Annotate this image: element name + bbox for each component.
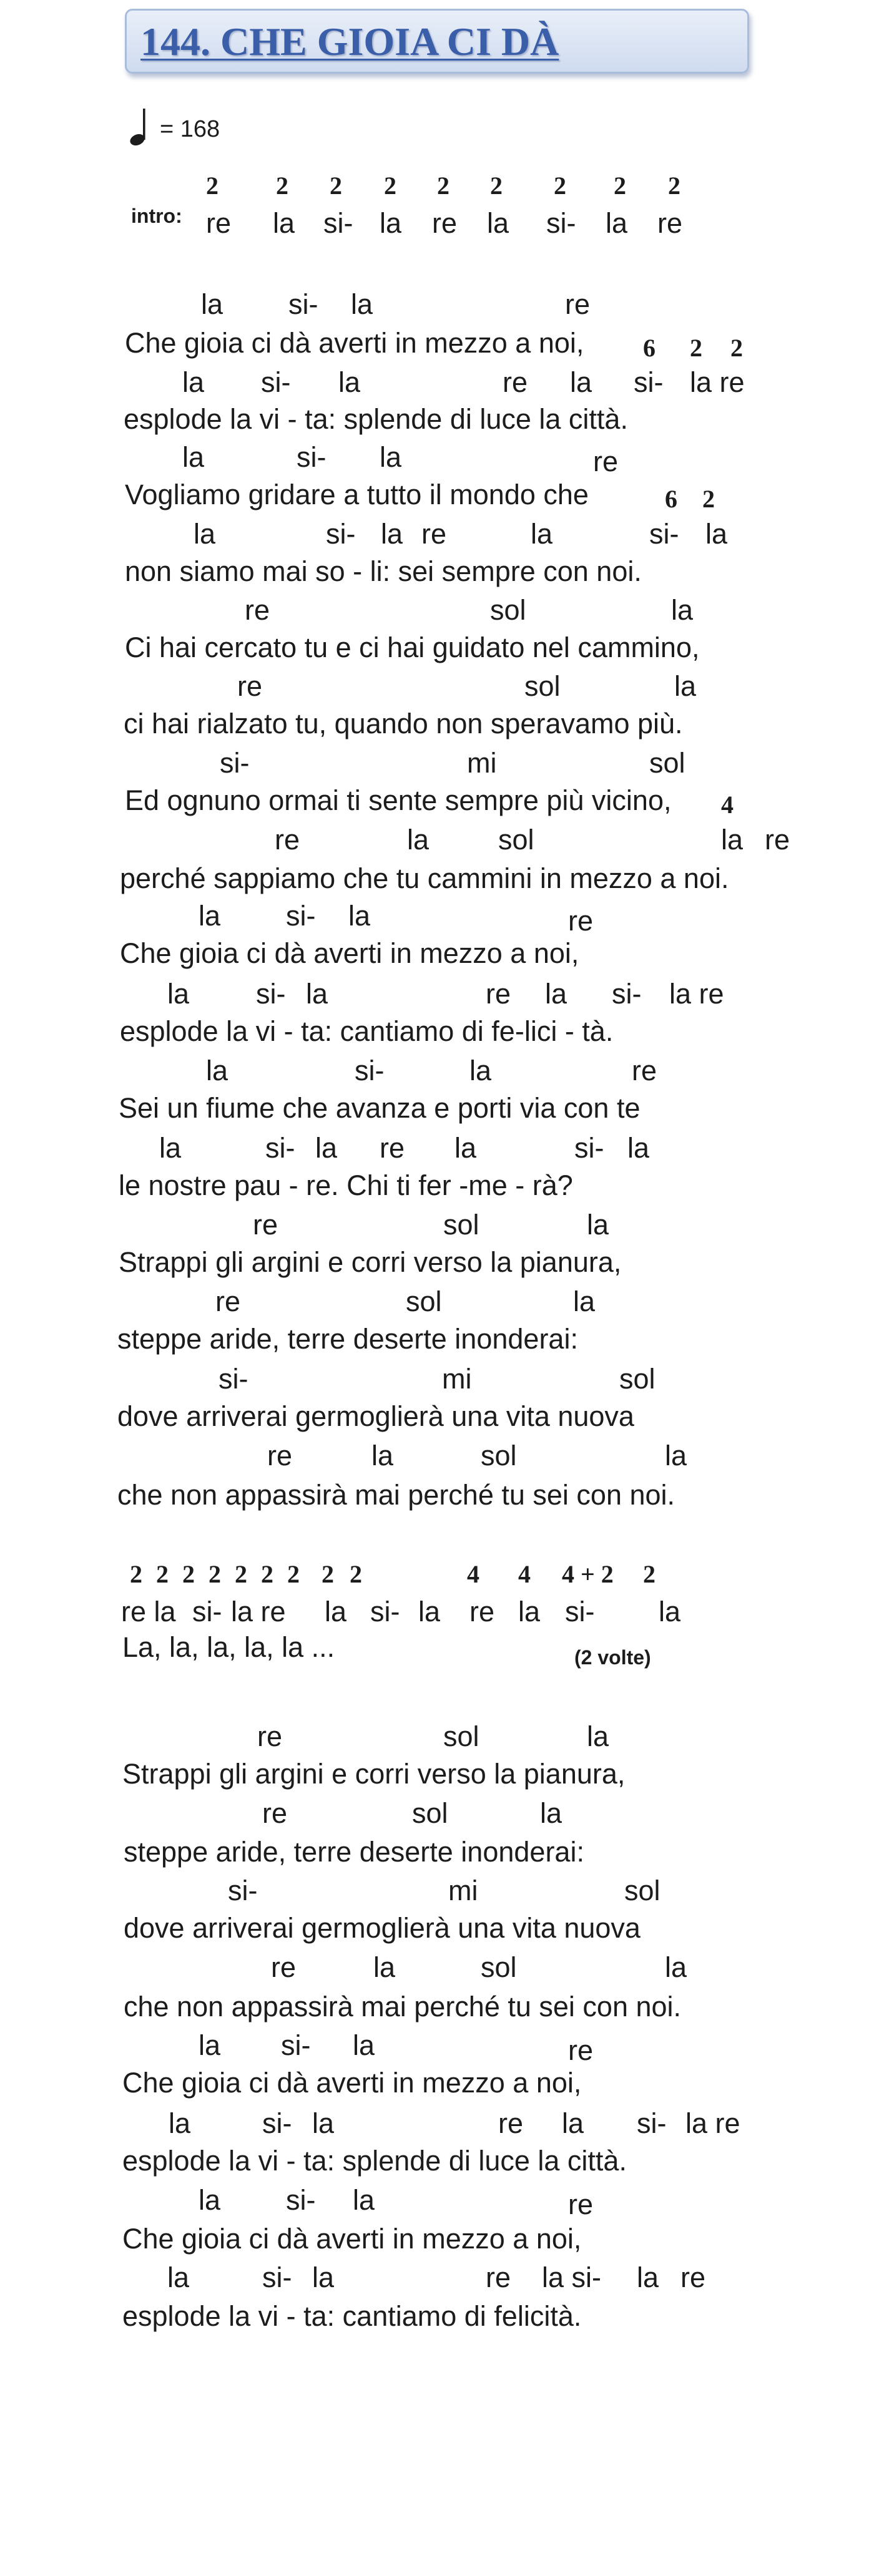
beat-count: 2 xyxy=(643,1560,656,1588)
chord: re xyxy=(657,207,683,239)
beat-count: 2 xyxy=(276,172,288,200)
chord: la xyxy=(351,288,373,320)
lyric-line: Strappi gli argini e corri verso la pianura, xyxy=(122,1758,626,1790)
chord: sol xyxy=(624,1875,660,1906)
lyric-line: esplode la vi - ta: cantiamo di fe-lici - tà. xyxy=(120,1015,614,1047)
chord: la xyxy=(671,594,694,626)
beat-count: 2 xyxy=(322,1560,334,1588)
chord: si- xyxy=(192,1596,222,1627)
chord: re xyxy=(765,824,790,856)
intro-label: intro: xyxy=(131,205,182,227)
beat-count: 2 xyxy=(130,1560,142,1588)
chord: la xyxy=(407,824,430,856)
lyric-line: La, la, la, la, la ... xyxy=(122,1631,335,1663)
chord: sol xyxy=(443,1720,479,1752)
lyric-line: perché sappiamo che tu cammini in mezzo a noi. xyxy=(120,862,729,894)
chord: re xyxy=(237,670,263,702)
beat-count: 2 xyxy=(437,172,449,200)
beat-count: 2 xyxy=(206,172,219,200)
chord: re la xyxy=(121,1596,176,1627)
lyric-line: Che gioia ci dà averti in mezzo a noi, xyxy=(120,937,579,969)
chord: la xyxy=(199,900,221,932)
chord: si- xyxy=(256,978,286,1010)
lyric-line: non siamo mai so - li: sei sempre con noi. xyxy=(125,555,642,587)
chord: la xyxy=(199,2029,221,2061)
chord: la re xyxy=(690,366,745,398)
lyric-line: che non appassirà mai perché tu sei con noi. xyxy=(124,1991,682,2022)
chord: la xyxy=(540,1797,562,1829)
beat-count: 2 xyxy=(690,334,702,362)
chord: re xyxy=(245,594,270,626)
chord: la re xyxy=(669,978,724,1010)
chord: la re xyxy=(685,2107,740,2139)
quarter-note-icon xyxy=(129,106,156,147)
beat-count: 2 xyxy=(350,1560,362,1588)
chord: re xyxy=(565,288,591,320)
chord: re xyxy=(267,1440,293,1471)
chord: la xyxy=(373,1951,396,1983)
lyric-line: Sei un fiume che avanza e porti via con te xyxy=(119,1092,641,1124)
lyric-line: esplode la vi - ta: cantiamo di felicità. xyxy=(122,2300,582,2332)
chord: la xyxy=(665,1951,687,1983)
chord: sol xyxy=(619,1363,656,1395)
chord: la xyxy=(353,2184,375,2216)
chord: la xyxy=(169,2107,191,2139)
chord: la xyxy=(469,1055,492,1086)
chord: la xyxy=(206,1055,228,1086)
chord: la xyxy=(348,900,371,932)
song-title: 144. CHE GIOIA CI DÀ xyxy=(140,19,559,64)
chord: la xyxy=(573,1286,596,1317)
chord: sol xyxy=(649,747,685,779)
lyric-line: Strappi gli argini e corri verso la pianura, xyxy=(119,1246,622,1278)
chord: la xyxy=(312,2261,335,2293)
beat-count: 2 xyxy=(668,172,680,200)
beat-count: 2 xyxy=(287,1560,300,1588)
chord: si- xyxy=(228,1875,258,1906)
chord: re xyxy=(486,2261,511,2293)
chord: si- xyxy=(546,207,576,239)
chord: sol xyxy=(490,594,526,626)
chord: si- xyxy=(262,2107,292,2139)
lyric-line: Ci hai cercato tu e ci hai guidato nel cammino, xyxy=(125,632,700,663)
chord: la xyxy=(665,1440,687,1471)
chord: la xyxy=(587,1209,609,1241)
chord: re xyxy=(568,2034,594,2066)
lyric-line: esplode la vi - ta: splende di luce la città. xyxy=(122,2145,627,2177)
chord: si- xyxy=(574,1132,604,1164)
chord: re xyxy=(568,2188,594,2220)
chord: la xyxy=(627,1132,650,1164)
chord: mi xyxy=(448,1875,478,1906)
chord: la xyxy=(674,670,697,702)
chord: la xyxy=(705,518,728,550)
chord: mi xyxy=(442,1363,472,1395)
chord: la xyxy=(353,2029,375,2061)
beat-count: 2 xyxy=(614,172,626,200)
chord: sol xyxy=(481,1951,517,1983)
lyric-line: dove arriverai germoglierà una vita nuova xyxy=(124,1912,641,1944)
beat-count: 4 + 2 xyxy=(562,1560,614,1588)
chord: la xyxy=(418,1596,441,1627)
beat-count: 2 xyxy=(156,1560,169,1588)
chord: la xyxy=(545,978,567,1010)
chord: la xyxy=(199,2184,221,2216)
chord: re xyxy=(568,905,594,937)
lyric-line: esplode la vi - ta: splende di luce la città. xyxy=(124,403,628,435)
chord: si- xyxy=(637,2107,667,2139)
beat-count: 2 xyxy=(730,334,743,362)
chord: la xyxy=(518,1596,541,1627)
chord: re xyxy=(257,1720,283,1752)
chord: la si- xyxy=(542,2261,602,2293)
chord: la xyxy=(380,207,402,239)
chord: si- xyxy=(265,1132,295,1164)
chord: re xyxy=(215,1286,241,1317)
beat-count: 2 xyxy=(261,1560,273,1588)
chord: re xyxy=(503,366,528,398)
chord: re xyxy=(380,1132,405,1164)
beat-count: 2 xyxy=(554,172,566,200)
chord: la xyxy=(606,207,628,239)
chord: sol xyxy=(498,824,534,856)
lyric-line: Che gioia ci dà averti in mezzo a noi, xyxy=(122,2223,582,2255)
chord: la re xyxy=(231,1596,286,1627)
chord: re xyxy=(262,1797,288,1829)
lyric-line: dove arriverai germoglierà una vita nuova xyxy=(117,1400,634,1432)
chord: si- xyxy=(326,518,356,550)
chord: la xyxy=(570,366,592,398)
chord: la xyxy=(487,207,509,239)
beat-count: 2 xyxy=(330,172,342,200)
chord: re xyxy=(632,1055,657,1086)
chord: la xyxy=(315,1132,338,1164)
lyric-line: Che gioia ci dà averti in mezzo a noi, xyxy=(125,327,584,359)
chord: la xyxy=(531,518,553,550)
beat-count: 6 xyxy=(665,485,677,513)
beat-count: 4 xyxy=(518,1560,531,1588)
chord: si- xyxy=(649,518,679,550)
beat-count: 2 xyxy=(182,1560,195,1588)
beat-count: 2 xyxy=(490,172,503,200)
chord: si- xyxy=(634,366,664,398)
chord: la xyxy=(587,1720,609,1752)
beat-count: 2 xyxy=(235,1560,247,1588)
chord: re xyxy=(275,824,300,856)
chord: si- xyxy=(286,2184,316,2216)
lyric-line: steppe aride, terre deserte inonderai: xyxy=(117,1323,578,1355)
chord: si- xyxy=(286,900,316,932)
chord: la xyxy=(159,1132,182,1164)
chord: si- xyxy=(281,2029,311,2061)
chord: la xyxy=(201,288,223,320)
chord: re xyxy=(469,1596,495,1627)
chord: la xyxy=(182,441,205,473)
chord: re xyxy=(680,2261,706,2293)
chord: sol xyxy=(406,1286,442,1317)
chord: re xyxy=(498,2107,524,2139)
chord: la xyxy=(194,518,216,550)
chord: la xyxy=(167,978,190,1010)
beat-count: 2 xyxy=(702,485,715,513)
chord: si- xyxy=(220,747,250,779)
chord: si- xyxy=(323,207,353,239)
chord: re xyxy=(206,207,232,239)
chord: la xyxy=(338,366,361,398)
chord: si- xyxy=(261,366,291,398)
lyric-line: le nostre pau - re. Chi ti fer -me - rà? xyxy=(119,1169,573,1201)
repeat-note: (2 volte) xyxy=(574,1646,651,1669)
chord: la xyxy=(306,978,328,1010)
lyric-line: ci hai rialzato tu, quando non speravamo più. xyxy=(124,708,683,739)
chord: re xyxy=(486,978,511,1010)
chord: si- xyxy=(297,441,327,473)
chord: si- xyxy=(565,1596,595,1627)
chord: la xyxy=(325,1596,347,1627)
lyric-line: che non appassirà mai perché tu sei con noi. xyxy=(117,1479,675,1511)
chord: sol xyxy=(524,670,561,702)
chord: re xyxy=(432,207,458,239)
chord: mi xyxy=(467,747,497,779)
chord: la xyxy=(371,1440,394,1471)
beat-count: 6 xyxy=(643,334,656,362)
chord: la xyxy=(182,366,205,398)
beat-count: 4 xyxy=(721,791,734,819)
chord: re xyxy=(253,1209,278,1241)
lyric-line: Che gioia ci dà averti in mezzo a noi, xyxy=(122,2067,582,2099)
chord: la xyxy=(380,441,402,473)
chord: si- xyxy=(262,2261,292,2293)
beat-count: 2 xyxy=(384,172,396,200)
chord: si- xyxy=(370,1596,400,1627)
chord: la xyxy=(273,207,295,239)
chord: si- xyxy=(219,1363,248,1395)
beat-count: 2 xyxy=(209,1560,221,1588)
chord: sol xyxy=(412,1797,448,1829)
chord: si- xyxy=(355,1055,385,1086)
chord: re xyxy=(421,518,447,550)
chord: sol xyxy=(443,1209,479,1241)
chord: la xyxy=(167,2261,190,2293)
tempo-value: = 168 xyxy=(160,116,220,142)
chord: si- xyxy=(288,288,318,320)
title-banner xyxy=(125,9,749,74)
beat-count: 4 xyxy=(467,1560,479,1588)
chord: la xyxy=(381,518,403,550)
chord: la xyxy=(659,1596,681,1627)
chord: la xyxy=(562,2107,584,2139)
chord: la xyxy=(637,2261,659,2293)
chord: la xyxy=(454,1132,477,1164)
lyric-line: Ed ognuno ormai ti sente sempre più vicino, xyxy=(125,784,672,816)
chord: la xyxy=(721,824,744,856)
chord: re xyxy=(593,446,619,477)
chord: re xyxy=(271,1951,297,1983)
lyric-line: Vogliamo gridare a tutto il mondo che xyxy=(125,479,589,510)
lyric-line: steppe aride, terre deserte inonderai: xyxy=(124,1836,584,1868)
chord: la xyxy=(312,2107,335,2139)
chord: sol xyxy=(481,1440,517,1471)
chord: si- xyxy=(612,978,642,1010)
